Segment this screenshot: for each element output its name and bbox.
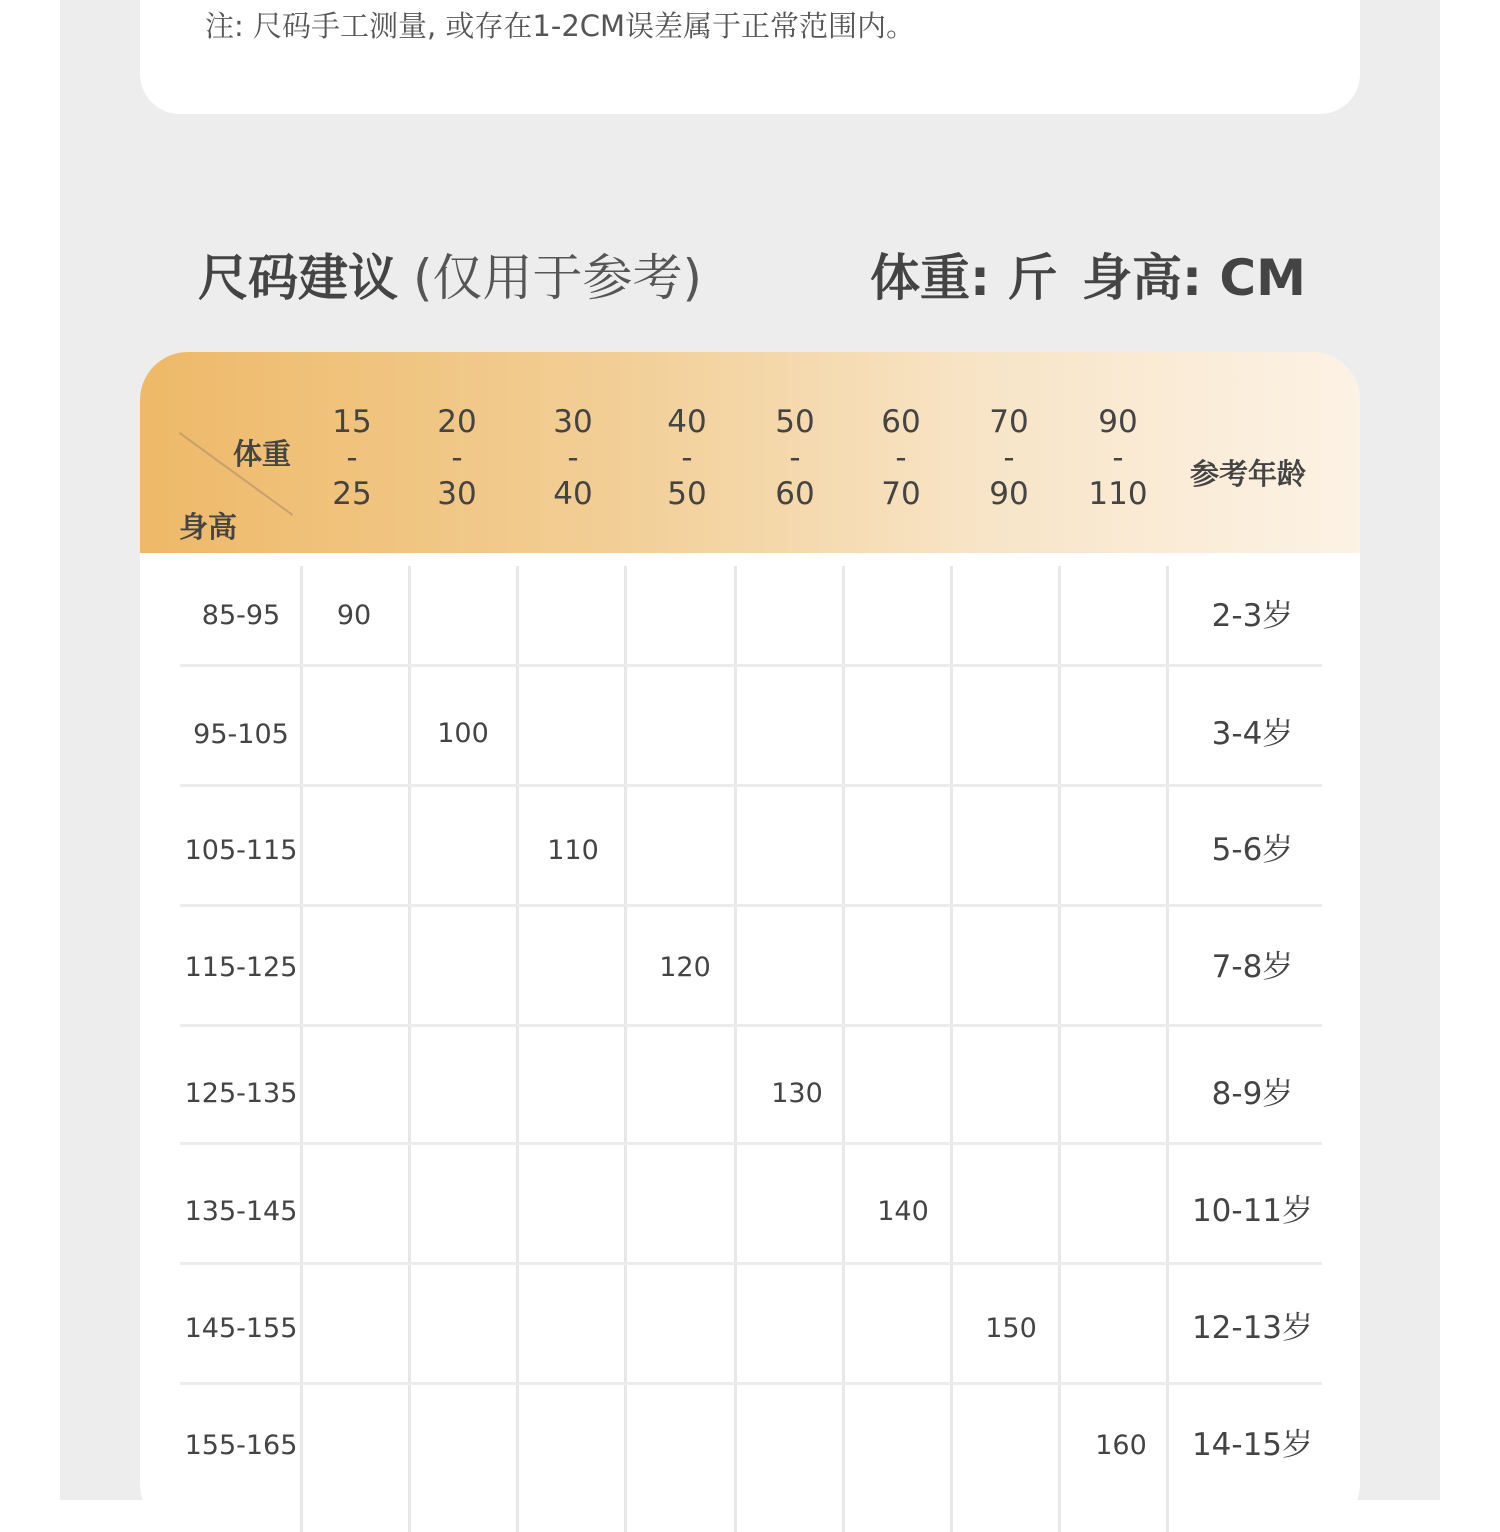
age-column-header: 参考年龄 (1190, 457, 1307, 491)
height-range-cell: 85-95 (201, 600, 281, 631)
age-cell: 10-11岁 (1191, 1193, 1314, 1229)
column-divider (1166, 566, 1169, 1532)
age-cell: 5-6岁 (1211, 832, 1294, 868)
age-cell: 2-3岁 (1211, 598, 1294, 634)
size-table (140, 352, 1360, 1532)
weight-dash: - (567, 440, 579, 476)
weight-column-header (959, 404, 1059, 512)
weight-dash: - (451, 440, 463, 476)
height-unit-label: 身高: CM (1082, 249, 1306, 307)
weight-column-header (637, 404, 737, 512)
height-range-cell: 95-105 (193, 719, 289, 750)
weight-from: 70 (989, 404, 1029, 440)
row-divider (180, 784, 1322, 787)
weight-to: 25 (332, 476, 372, 512)
age-cell: 7-8岁 (1211, 949, 1294, 985)
size-cell: 90 (336, 600, 372, 631)
weight-from: 60 (881, 404, 921, 440)
age-cell: 8-9岁 (1211, 1076, 1294, 1112)
size-cell: 150 (985, 1313, 1037, 1344)
weight-column-header (745, 404, 845, 512)
section-subtitle: (仅用于参考) (413, 249, 703, 307)
column-divider (734, 566, 737, 1532)
weight-to: 50 (667, 476, 707, 512)
weight-from: 20 (437, 404, 477, 440)
section-title: 尺码建议 (198, 249, 398, 307)
weight-to: 90 (989, 476, 1029, 512)
age-cell: 14-15岁 (1191, 1427, 1314, 1463)
column-divider (624, 566, 627, 1532)
column-divider (1058, 566, 1061, 1532)
column-divider (516, 566, 519, 1532)
weight-to: 110 (1088, 476, 1148, 512)
weight-to: 60 (775, 476, 815, 512)
table-header (140, 352, 1360, 553)
row-divider (180, 1382, 1322, 1385)
weight-column-header (1068, 404, 1168, 512)
weight-dash: - (789, 440, 801, 476)
row-divider (180, 1024, 1322, 1027)
size-cell: 140 (877, 1196, 929, 1227)
weight-dash: - (1003, 440, 1015, 476)
weight-dash: - (681, 440, 693, 476)
size-cell: 100 (437, 718, 489, 749)
weight-column-header (302, 404, 402, 512)
size-cell: 120 (659, 952, 711, 983)
height-range-cell: 115-125 (184, 952, 298, 983)
height-range-cell: 145-155 (184, 1313, 298, 1344)
weight-dash: - (895, 440, 907, 476)
size-cell: 130 (771, 1078, 823, 1109)
row-divider (180, 664, 1322, 667)
weight-dash: - (1112, 440, 1124, 476)
corner-height-label: 身高 (179, 510, 238, 544)
size-cell: 160 (1095, 1430, 1147, 1461)
weight-unit-label: 体重: 斤 (870, 249, 1058, 307)
corner-weight-label: 体重 (233, 437, 292, 471)
weight-dash: - (346, 440, 358, 476)
height-range-cell: 135-145 (184, 1196, 298, 1227)
row-divider (180, 904, 1322, 907)
weight-from: 30 (553, 404, 593, 440)
column-divider (842, 566, 845, 1532)
height-range-cell: 105-115 (184, 835, 298, 866)
column-divider (300, 566, 303, 1532)
weight-to: 40 (553, 476, 593, 512)
weight-to: 30 (437, 476, 477, 512)
height-range-cell: 125-135 (184, 1078, 298, 1109)
weight-column-header (523, 404, 623, 512)
weight-column-header (851, 404, 951, 512)
measurement-note: 注: 尺码手工测量, 或存在1-2CM误差属于正常范围内。 (205, 9, 916, 43)
row-divider (180, 1262, 1322, 1265)
age-cell: 12-13岁 (1191, 1310, 1314, 1346)
column-divider (408, 566, 411, 1532)
weight-from: 40 (667, 404, 707, 440)
row-divider (180, 1142, 1322, 1145)
weight-from: 90 (1098, 404, 1138, 440)
weight-to: 70 (881, 476, 921, 512)
weight-column-header (407, 404, 507, 512)
age-cell: 3-4岁 (1211, 716, 1294, 752)
size-cell: 110 (547, 835, 599, 866)
weight-from: 15 (332, 404, 372, 440)
column-divider (950, 566, 953, 1532)
height-range-cell: 155-165 (184, 1430, 298, 1461)
weight-from: 50 (775, 404, 815, 440)
